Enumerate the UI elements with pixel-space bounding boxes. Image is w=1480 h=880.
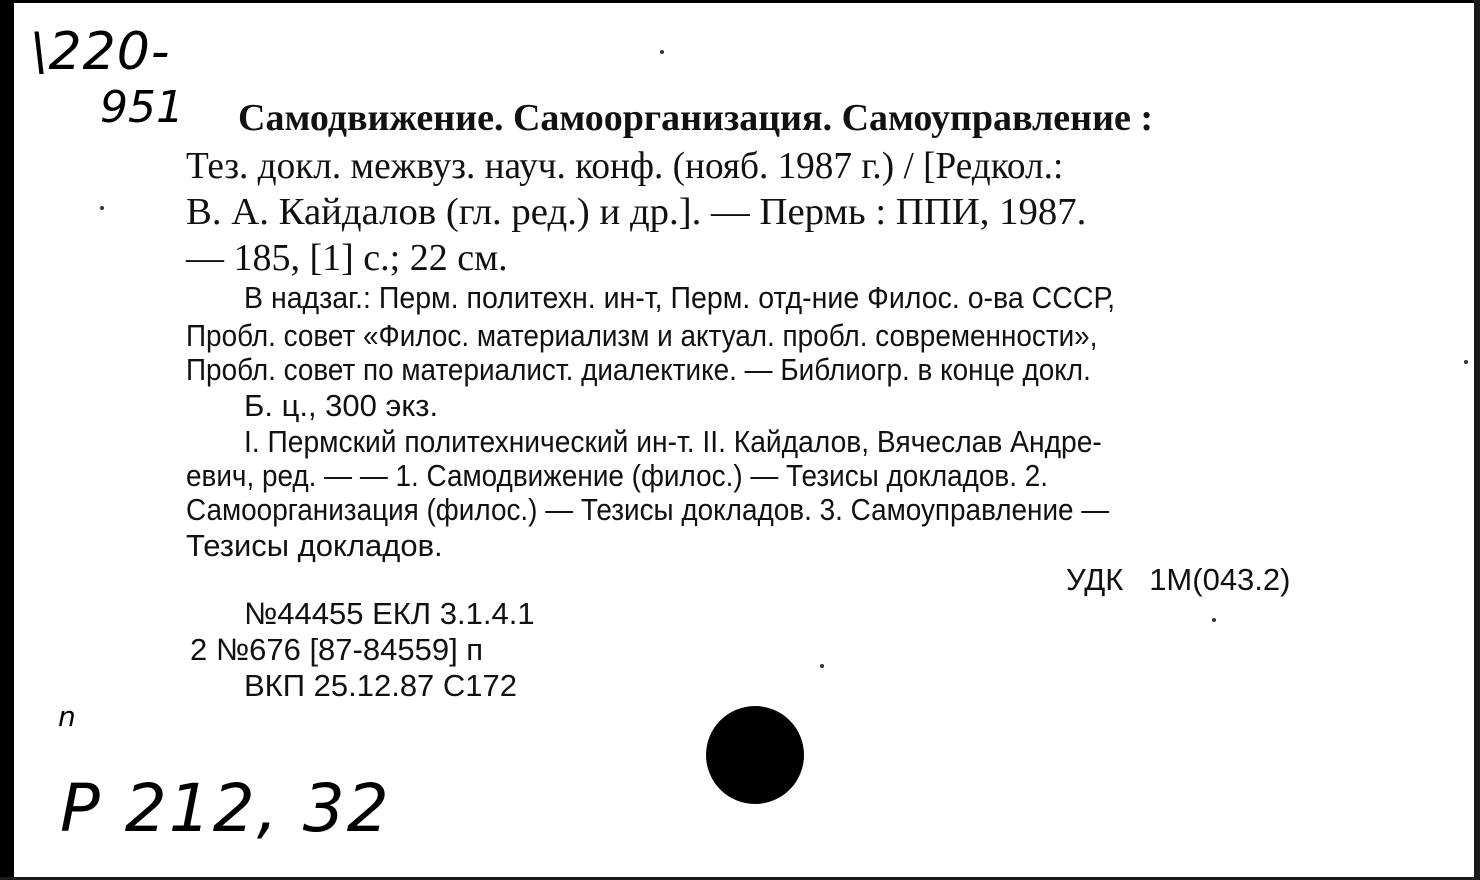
registry-line-1: №44455 ЕКЛ 3.1.4.1: [244, 596, 535, 631]
handwritten-location-code: P 212, 32: [60, 770, 391, 847]
speck: [1212, 618, 1216, 622]
registry-line-3: ВКП 25.12.87 С172: [244, 668, 518, 703]
title-line-1: Самодвижение. Самоорганизация. Самоуправление :: [238, 97, 1153, 139]
registry-line-2: 2 №676 [87-84559] п: [190, 632, 484, 667]
title-line-4: — 185, [1] с.; 22 см.: [186, 237, 508, 279]
subjects-line-1: I. Пермский политехнический ин-т. II. Кайдалов, Вячеслав Андре-: [244, 424, 1102, 459]
handwritten-corner-mark: n: [58, 700, 76, 733]
subjects-line-3: Самоорганизация (филос.) — Тезисы докладов. 3. Самоуправление —: [186, 492, 1110, 527]
speck: [660, 50, 664, 54]
udk-code: УДК 1М(043.2): [1066, 562, 1291, 597]
card-edge-left: [0, 0, 14, 880]
handwritten-shelf-mark: \220-: [30, 22, 171, 82]
speck: [1464, 360, 1468, 364]
subjects-line-4: Тезисы докладов.: [186, 528, 443, 563]
notes-line-1: В надзаг.: Перм. политехн. ин-т, Перм. отд-ние Филос. о-ва СССР,: [244, 280, 1116, 315]
notes-line-2: Пробл. совет «Филос. материализм и актуал. пробл. современности»,: [186, 318, 1098, 353]
notes-line-3: Пробл. совет по материалист. диалектике. — Библиогр. в конце докл.: [186, 352, 1091, 387]
notes-line-4: Б. ц., 300 экз.: [244, 388, 439, 423]
card-edge-right: [1474, 0, 1480, 880]
title-line-2: Тез. докл. межвуз. науч. конф. (нояб. 1987 г.) / [Редкол.:: [186, 145, 1064, 187]
speck: [100, 206, 104, 210]
speck: [820, 664, 824, 668]
punch-hole: [706, 706, 804, 804]
subjects-line-2: евич, ред. — — 1. Самодвижение (филос.) — Тезисы докладов. 2.: [186, 458, 1049, 493]
card-edge-top: [0, 0, 1480, 3]
handwritten-shelf-number: 951: [100, 82, 184, 133]
title-line-3: В. А. Кайдалов (гл. ред.) и др.]. — Пермь : ППИ, 1987.: [186, 191, 1087, 233]
